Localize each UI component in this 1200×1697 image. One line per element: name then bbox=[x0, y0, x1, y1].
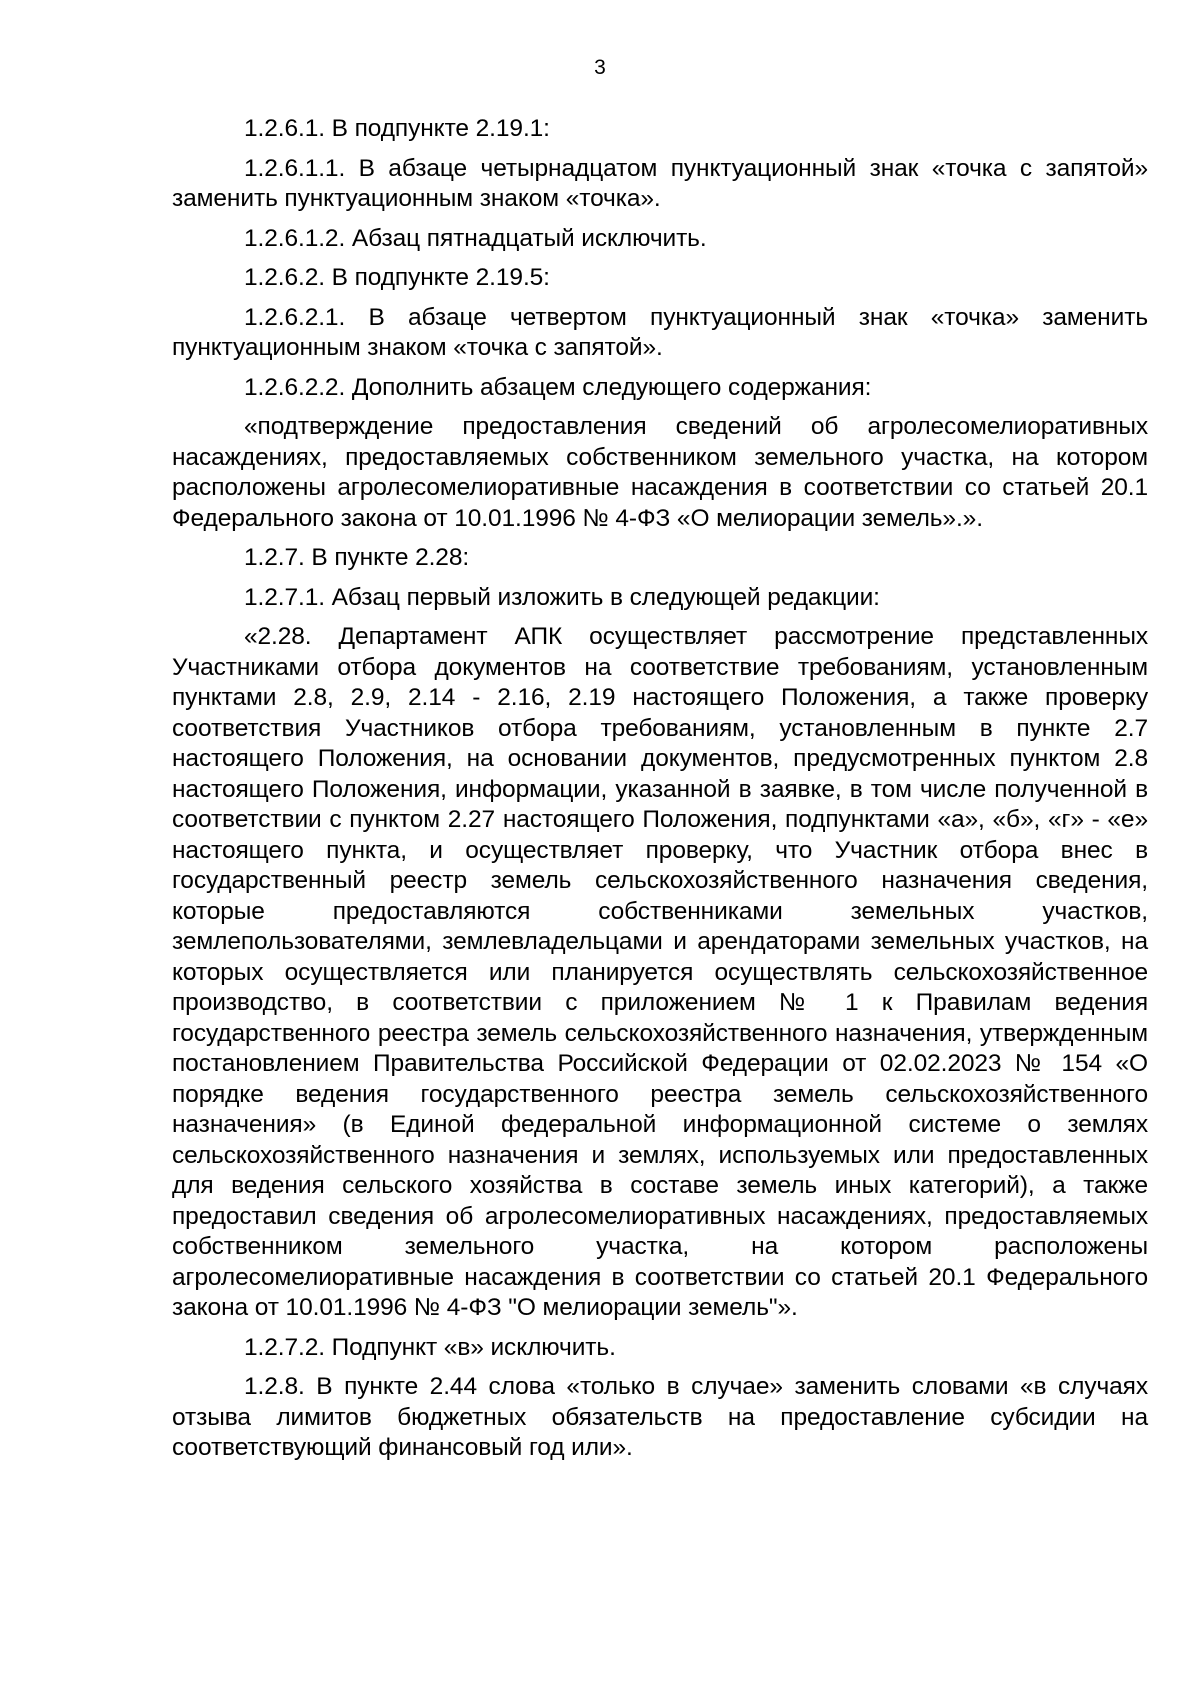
paragraph-1-2-6-1: 1.2.6.1. В подпункте 2.19.1: bbox=[244, 115, 550, 142]
paragraph-1-2-6-2-2: 1.2.6.2.2. Дополнить абзацем следующего содержания: bbox=[244, 373, 872, 401]
quoted-paragraph-agroforestry: «подтверждение предоставления сведений об агролесомелиоративных насаждениях, предоставляемых собственником земельного участка, на котором расположены агролесомелиоративные насаждения в соответствии со статьей 20.1 Федерального закона от 10.01.1996 № 4-ФЗ «О мелиорации земель».». bbox=[172, 413, 1148, 532]
paragraph-1-2-6-1-2: 1.2.6.1.2. Абзац пятнадцатый исключить. bbox=[244, 224, 707, 252]
paragraph-1-2-7-1: 1.2.7.1. Абзац первый изложить в следующей редакции: bbox=[244, 583, 880, 611]
paragraph-1-2-7: 1.2.7. В пункте 2.28: bbox=[244, 544, 470, 571]
quoted-paragraph-2-28: «2.28. Департамент АПК осуществляет рассмотрение представленных Участниками отбора документов на соответствие требованиям, установленным пунктами 2.8, 2.9, 2.14 - 2.16, 2.19 настоящего Положения, а также проверку соответствия Участников отбора требованиям, установленным в пункте 2.7 настоящего Положения, на основании документов, предусмотренных пунктом 2.8 настоящего Положения, информации, указанной в заявке, в том числе полученной в соответствии с пунктом 2.27 настоящего Положения, подпунктами «а», «б», «г» - «е» настоящего пункта, и осуществляет проверку, что Участник отбора внес в государственный реестр земель сельскохозяйственного назначения сведения, которые предоставляются собственниками земельных участков, землепользователями, землевладельцами и арендаторами земельных участков, на которых осуществляется или планируется осуществлять сельскохозяйственное производство, в соответствии с приложением № 1 к Правилам ведения государственного реестра земель сельскохозяйственного назначения, утвержденным постановлением Правительства Российской Федерации от 02.02.2023 № 154 «О порядке ведения государственного реестра земель сельскохозяйственного назначения» (в Единой федеральной информационной системе о землях сельскохозяйственного назначения и землях, используемых или предоставленных для ведения сельского хозяйства в составе земель иных категорий), а также предоставил сведения об агролесомелиоративных насаждениях, предоставляемых собственником земельного участка, на котором расположены агролесомелиоративные насаждения в соответствии со статьей 20.1 Федерального закона от 10.01.1996 № 4-ФЗ "О мелиорации земель"». bbox=[172, 623, 1148, 1321]
paragraph-1-2-6-2-1: 1.2.6.2.1. В абзаце четвертом пунктуационный знак «точка» заменить пунктуационным знаком «точка с запятой». bbox=[172, 303, 1148, 361]
paragraph-1-2-8: 1.2.8. В пункте 2.44 слова «только в случае» заменить словами «в случаях отзыва лимитов бюджетных обязательств на предоставление субсидии на соответствующий финансовый год или». bbox=[172, 1373, 1148, 1461]
paragraph-1-2-6-2: 1.2.6.2. В подпункте 2.19.5: bbox=[244, 264, 550, 291]
paragraph-1-2-6-1-1: 1.2.6.1.1. В абзаце четырнадцатом пунктуационный знак «точка с запятой» заменить пунктуационным знаком «точка». bbox=[172, 154, 1148, 212]
document-body bbox=[172, 114, 1148, 1473]
page-number: 3 bbox=[594, 56, 606, 79]
paragraph-1-2-7-2: 1.2.7.2. Подпункт «в» исключить. bbox=[244, 1333, 616, 1361]
